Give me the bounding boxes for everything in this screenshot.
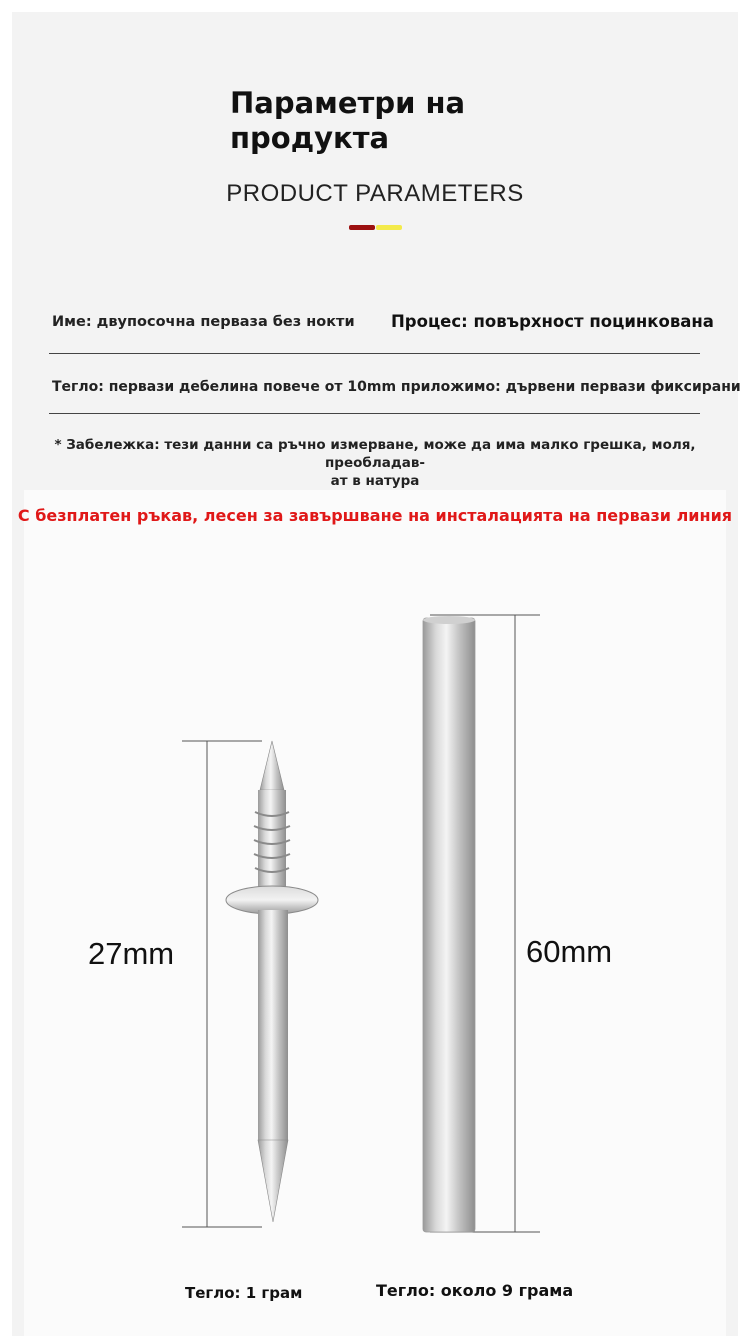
sleeve-image [423, 616, 475, 1232]
nail-dimension-line [182, 741, 262, 1227]
title-line-2: продукта [230, 121, 390, 155]
title-line-1: Параметри на [230, 86, 466, 120]
sleeve-weight-label: Тегло: около 9 грама [376, 1281, 574, 1300]
nail-image [226, 741, 318, 1222]
note-line-1: * Забележка: тези данни са ръчно измерване, може да има малко грешка, моля, преобладав- [54, 437, 696, 471]
spec-process: Процес: повърхност поцинкована [391, 312, 714, 331]
sleeve-length-label: 60mm [526, 934, 613, 969]
promo-text: С безплатен ръкав, лесен за завършване на инсталацията на первази линия [17, 506, 733, 525]
page-subtitle: PRODUCT PARAMETERS [226, 180, 524, 207]
nail-length-label: 27mm [88, 936, 175, 971]
spec-name: Име: двупосочна перваза без нокти [52, 314, 355, 330]
spec-weight-applicable: Тегло: первази дебелина повече от 10mm приложимо: дървени первази фиксирани [52, 379, 741, 395]
nail-weight-label: Тегло: 1 грам [185, 1284, 303, 1302]
note-line-2: ат в натура [330, 473, 420, 489]
